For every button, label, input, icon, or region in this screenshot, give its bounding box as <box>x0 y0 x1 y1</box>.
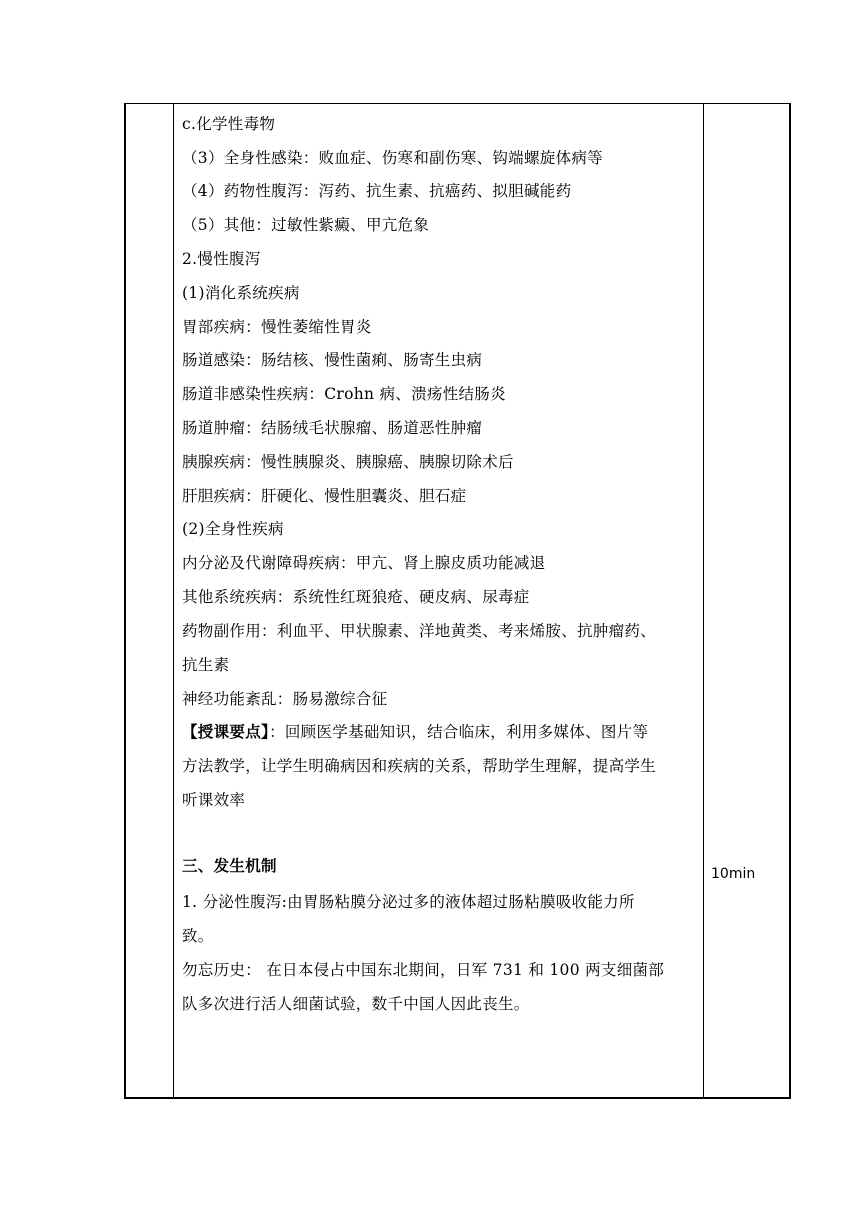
text-line: 内分泌及代谢障碍疾病：甲亢、肾上腺皮质功能减退 <box>182 554 546 572</box>
text-line: 肝胆疾病：肝硬化、慢性胆囊炎、胆石症 <box>182 487 467 505</box>
text-line: 1. 分泌性腹泻:由胃肠粘膜分泌过多的液体超过肠粘膜吸收能力所 <box>182 893 635 911</box>
text-line: 肠道感染：肠结核、慢性菌痢、肠寄生虫病 <box>182 351 483 369</box>
text-line: 2.慢性腹泻 <box>182 250 261 268</box>
text-line: 听课效率 <box>182 791 246 809</box>
teaching-points-label: 【授课要点】 <box>182 722 270 741</box>
text-line: 队多次进行活人细菌试验，数千中国人因此丧生。 <box>182 995 530 1013</box>
text-line: 胰腺疾病：慢性胰腺炎、胰腺癌、胰腺切除术后 <box>182 453 514 471</box>
text-line: 胃部疾病：慢性萎缩性胃炎 <box>182 318 372 336</box>
lesson-plan-table <box>124 103 791 1099</box>
section-heading: 三、发生机制 <box>182 857 277 875</box>
text-line: 抗生素 <box>182 656 230 674</box>
text-line: 其他系统疾病：系统性红斑狼疮、硬皮病、尿毒症 <box>182 588 530 606</box>
column-divider-left <box>173 104 174 1097</box>
teaching-points-line <box>182 722 648 742</box>
text-line: 勿忘历史： 在日本侵占中国东北期间，日军 731 和 100 两支细菌部 <box>182 961 665 979</box>
text-line: 肠道非感染性疾病：Crohn 病、溃疡性结肠炎 <box>182 385 506 403</box>
text-line: （3）全身性感染：败血症、伤寒和副伤寒、钩端螺旋体病等 <box>182 149 603 167</box>
text-line: (1)消化系统疾病 <box>182 284 300 302</box>
column-divider-right <box>703 104 704 1097</box>
text-line: 药物副作用：利血平、甲状腺素、洋地黄类、考来烯胺、抗肿瘤药、 <box>182 622 657 640</box>
text-line: （5）其他：过敏性紫癜、甲亢危象 <box>182 216 430 234</box>
time-allocation: 10min <box>711 866 756 882</box>
text-line: 致。 <box>182 927 214 945</box>
teaching-points-text: ：回顾医学基础知识，结合临床，利用多媒体、图片等 <box>269 723 649 741</box>
text-line: （4）药物性腹泻：泻药、抗生素、抗癌药、拟胆碱能药 <box>182 182 572 200</box>
text-line: 肠道肿瘤：结肠绒毛状腺瘤、肠道恶性肿瘤 <box>182 419 483 437</box>
text-line: 方法教学，让学生明确病因和疾病的关系，帮助学生理解，提高学生 <box>182 757 657 775</box>
text-line: c.化学性毒物 <box>182 115 276 133</box>
text-line: 神经功能紊乱：肠易激综合征 <box>182 690 388 708</box>
text-line: (2)全身性疾病 <box>182 520 284 538</box>
